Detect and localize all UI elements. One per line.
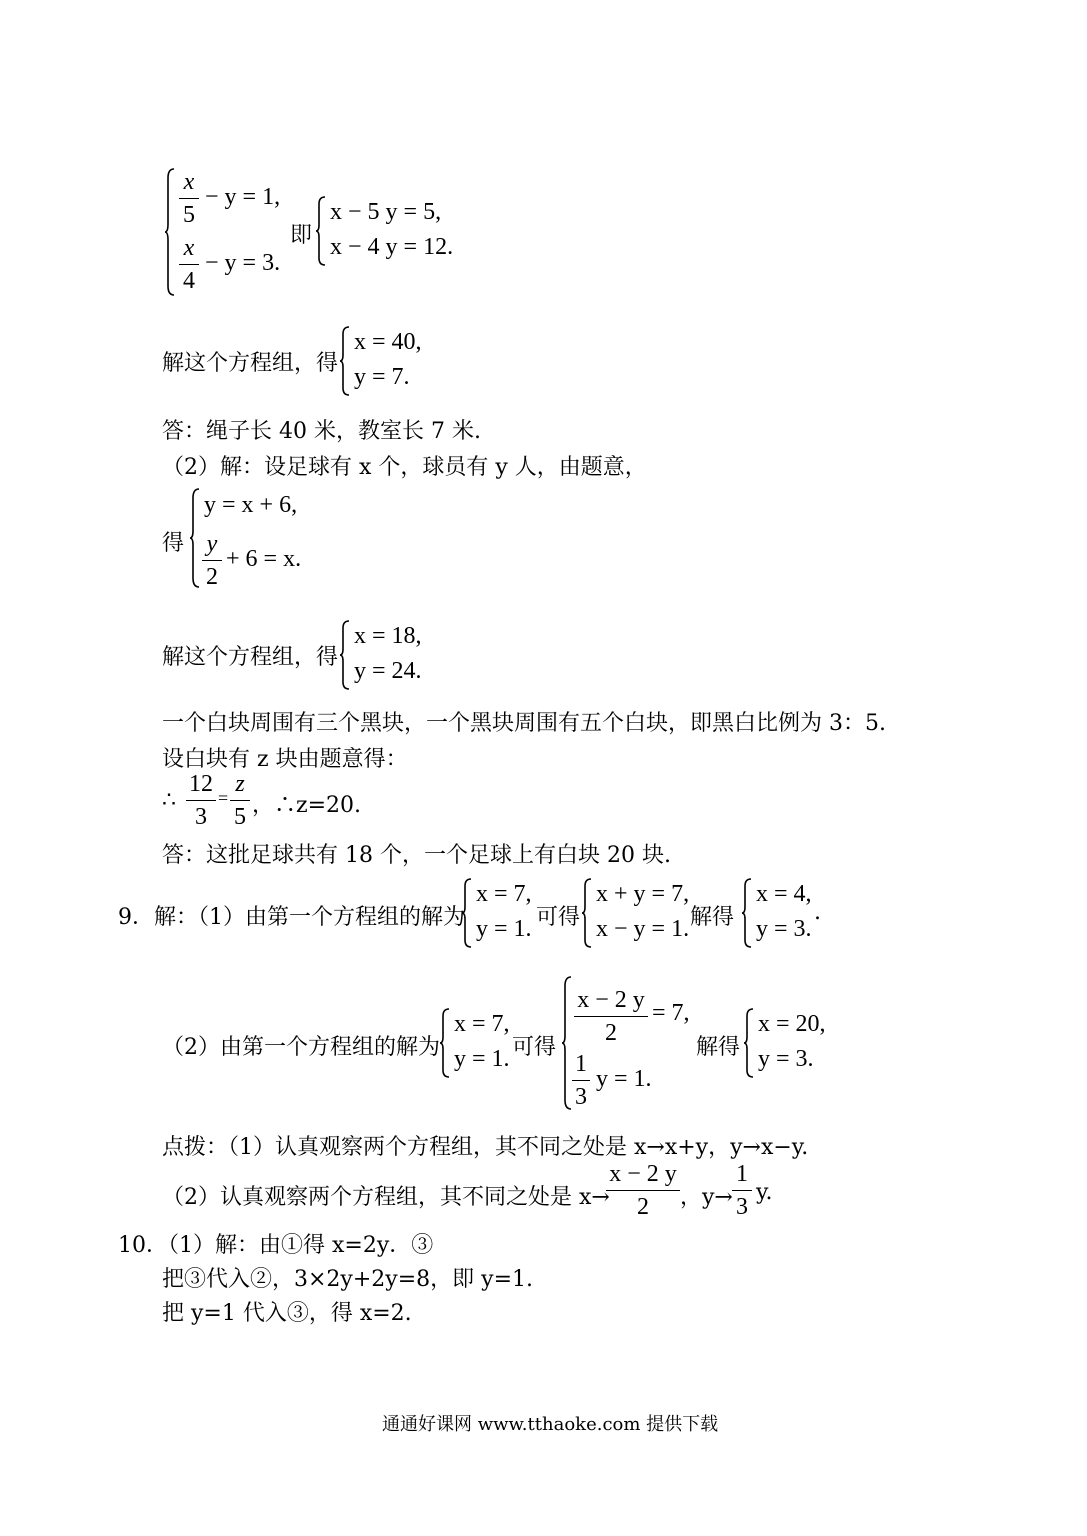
left-brace-icon — [165, 168, 175, 296]
part-2-intro: （2）解：设足球有 x 个，球员有 y 人，由题意， — [162, 455, 647, 480]
equation-system-3 — [190, 488, 320, 588]
q9b-system-result: x = 20, y = 3. — [744, 1008, 834, 1078]
kede-label: 可得 — [512, 1035, 557, 1060]
jiede-label: 解得 — [696, 1035, 741, 1060]
left-brace-icon — [744, 1008, 754, 1078]
left-brace-icon — [462, 878, 472, 948]
solve-text-1: 解这个方程组，得 — [162, 351, 339, 376]
q9-system-given: x = 7, y = 1. — [462, 878, 542, 948]
fraction-x-over-4: x 4 — [179, 234, 199, 295]
q9-label: 9．解：（1）由第一个方程组的解为 — [118, 905, 465, 930]
q10-line-2: 把③代入②，3×2y+2y=8，即 y=1. — [162, 1267, 533, 1292]
z-result: ，∴z=20. — [252, 793, 362, 818]
ratio-line: 一个白块周围有三个黑块，一个黑块周围有五个白块，即黑白比例为 3：5. — [162, 711, 886, 736]
fraction-12-over-3: 12 3 — [186, 770, 216, 831]
left-brace-icon — [340, 620, 350, 690]
left-brace-icon — [742, 878, 752, 948]
let-z-line: 设白块有 z 块由题意得： — [162, 747, 408, 772]
hint-fraction-x-minus-2y-over-2: x − 2 y 2 — [606, 1160, 680, 1221]
solution-x: x = 18, — [354, 623, 422, 649]
left-brace-icon — [190, 488, 200, 588]
solution-y: y = 7. — [354, 364, 410, 390]
q10-line-3: 把 y=1 代入③，得 x=2. — [162, 1301, 412, 1326]
fraction-x-over-5: x 5 — [179, 168, 199, 229]
equation-rest: + 6 = x. — [226, 546, 302, 572]
ji-label: 即 — [290, 223, 313, 248]
q9b-label: （2）由第一个方程组的解为 — [162, 1035, 440, 1060]
q9-system-result: x = 4, y = 3. — [742, 878, 822, 948]
hint-2-pre: （2）认真观察两个方程组，其不同之处是 x→ — [162, 1185, 610, 1210]
equation-3: x − 5 y = 5, — [330, 199, 442, 225]
fraction-z-over-5: z 5 — [230, 770, 250, 831]
jiede-label: 解得 — [690, 905, 735, 930]
left-brace-icon — [440, 1008, 450, 1078]
fraction-1-over-3: 1 3 — [572, 1050, 590, 1111]
equation-system-1 — [165, 168, 285, 296]
therefore-symbol: ∴ — [162, 788, 176, 813]
solution-x: x = 40, — [354, 329, 422, 355]
solve-text-2: 解这个方程组，得 — [162, 645, 339, 670]
solution-system-2 — [340, 620, 440, 690]
left-brace-icon — [316, 196, 326, 266]
fraction-x-minus-2y-over-2: x − 2 y 2 — [574, 986, 648, 1047]
equation-1-rest: − y = 1, — [205, 184, 281, 210]
q9-end-period: . — [814, 900, 821, 925]
q9-system-derived: x + y = 7, x − y = 1. — [582, 878, 692, 948]
left-brace-icon — [562, 976, 572, 1110]
solution-y: y = 24. — [354, 658, 422, 684]
page-footer: 通通好课网 www.tthaoke.com 提供下载 — [382, 1414, 719, 1435]
fraction-y-over-2: y 2 — [202, 530, 222, 591]
left-brace-icon — [340, 326, 350, 396]
q9b-system-derived: x − 2 y 2 = 7, 1 3 y = 1. — [562, 976, 692, 1110]
solution-system-1 — [340, 326, 440, 396]
equation-4: x − 4 y = 12. — [330, 234, 454, 260]
answer-2: 答：这批足球共有 18 个，一个足球上有白块 20 块. — [162, 843, 671, 868]
de-label: 得 — [162, 531, 185, 556]
q9b-system-given: x = 7, y = 1. — [440, 1008, 520, 1078]
kede-label: 可得 — [536, 905, 581, 930]
hint-1: 点拨：（1）认真观察两个方程组，其不同之处是 x→x+y，y→x−y. — [162, 1135, 809, 1160]
answer-1: 答：绳子长 40 米，教室长 7 米. — [162, 419, 481, 444]
equation-y-x-6: y = x + 6, — [204, 492, 298, 518]
hint-fraction-1-over-3: 1 3 — [732, 1160, 752, 1221]
equation-2-rest: − y = 3. — [205, 250, 281, 276]
equation-system-2 — [316, 196, 456, 266]
q10-line-1: 10．（1）解：由①得 x=2y．③ — [118, 1233, 434, 1258]
equals-sign: = — [218, 788, 229, 808]
hint-2-post: y. — [756, 1180, 773, 1205]
hint-2-mid: ，y→ — [680, 1185, 733, 1210]
left-brace-icon — [582, 878, 592, 948]
